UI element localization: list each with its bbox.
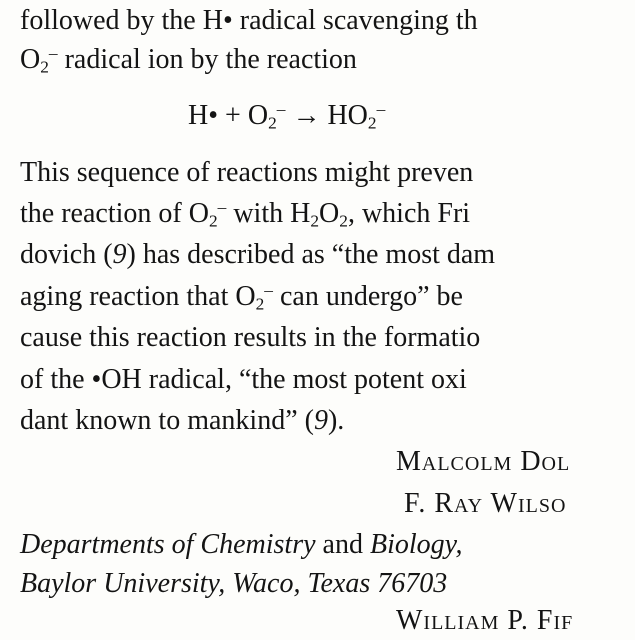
superoxide-species: $O_2^-$ xyxy=(235,280,273,314)
superoxide-species: $O_2^-$ xyxy=(20,43,58,77)
affiliation-departments: Departments of Chemistry xyxy=(20,529,316,560)
text-line-4 xyxy=(20,156,473,190)
text-line-9 xyxy=(20,363,467,397)
text-line-5-middle: with xyxy=(226,198,291,229)
affiliation-line-2 xyxy=(20,567,447,601)
author-2-name: F. Ray Wilso xyxy=(404,488,567,519)
text-line-4-content: This sequence of reactions might preven xyxy=(20,157,474,188)
text-line-5-end: , which Fri xyxy=(347,198,471,229)
text-line-10-start: dant known to mankind” ( xyxy=(20,405,314,436)
affiliation-line-1 xyxy=(20,528,463,562)
text-line-7-end: can undergo” be xyxy=(272,281,463,312)
superoxide-species: $O_2^-$ xyxy=(188,197,227,231)
hydrogen-peroxide-species: $H_2O_2$ xyxy=(290,198,348,231)
text-line-2-content: radical ion by the reaction xyxy=(57,44,357,75)
text-line-1-content: followed by the H• radical scavenging th xyxy=(20,5,478,36)
text-line-1 xyxy=(20,4,478,38)
hydrogen-radical: H• xyxy=(188,100,219,131)
author-2 xyxy=(404,487,566,521)
text-line-8 xyxy=(20,321,480,355)
author-1-name: Malcolm Dol xyxy=(396,446,571,477)
author-3 xyxy=(396,604,573,638)
citation-ref: 9 xyxy=(313,405,328,436)
author-3-name: William P. Fif xyxy=(396,605,574,636)
text-line-10-end: ). xyxy=(327,405,345,436)
text-line-9-content: of the •OH radical, “the most potent oxi xyxy=(20,364,467,395)
hydroperoxide-product: $HO_2^-$ xyxy=(327,99,386,133)
citation-ref: 9 xyxy=(112,239,127,270)
reaction-arrow: → xyxy=(285,100,328,131)
reaction-equation xyxy=(188,99,385,133)
plus-sign: + xyxy=(218,100,248,131)
text-line-5 xyxy=(20,197,470,231)
superoxide-reactant: $O_2^-$ xyxy=(247,99,286,133)
text-line-2 xyxy=(20,43,357,77)
affiliation-and: and xyxy=(315,529,370,560)
text-line-6-end: ) has described as “the most dam xyxy=(126,239,496,270)
text-line-8-content: cause this reaction results in the formatio xyxy=(20,322,481,353)
text-line-6-start: dovich ( xyxy=(20,239,113,270)
text-line-5-start: the reaction of xyxy=(20,198,189,229)
text-line-7 xyxy=(20,280,463,314)
text-line-10 xyxy=(20,404,344,438)
author-1 xyxy=(396,445,570,479)
text-line-6 xyxy=(20,238,495,272)
affiliation-university: Baylor University, Waco, Texas 76703 xyxy=(20,568,448,599)
affiliation-biology: Biology, xyxy=(369,529,463,560)
text-line-7-start: aging reaction that xyxy=(20,281,236,312)
